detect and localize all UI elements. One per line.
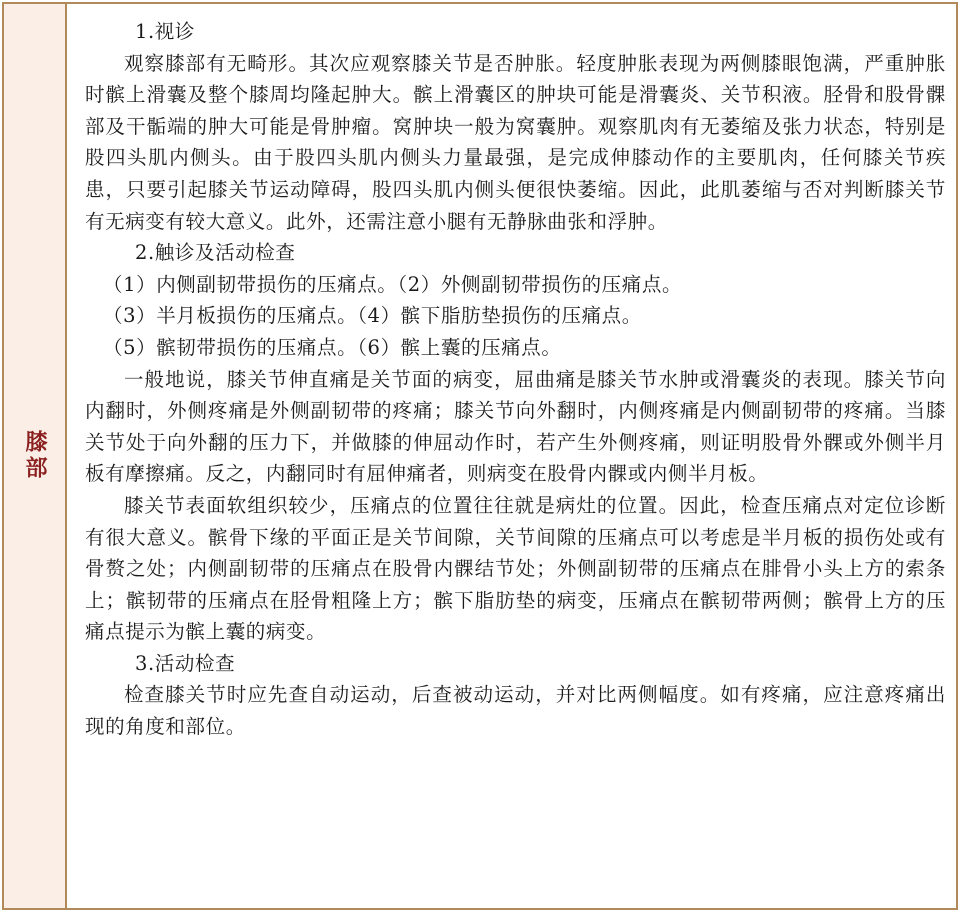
- paragraph-pain-patterns: 一般地说，膝关节伸直痛是关节面的病变，屈曲痛是膝关节水肿或滑囊炎的表现。膝关节向内翻时，外侧疼痛是外侧副韧带的疼痛；膝关节向外翻时，内侧疼痛是内侧副韧带的疼痛。当膝关节处于向外翻的压力下，并做膝的伸屈动作时，若产生外侧疼痛，则证明股骨外髁或外侧半月板有摩擦痛。反之，内翻同时有屈伸痛者，则病变在股骨内髁或内侧半月板。: [85, 367, 946, 486]
- paragraph-tender-points: 膝关节表面软组织较少，压痛点的位置往往就是病灶的位置。因此，检查压痛点对定位诊断有很大意义。髌骨下缘的平面正是关节间隙，关节间隙的压痛点可以考虑是半月板的损伤处或有骨赘之处；内侧副韧带的压痛点在股骨内髁结节处；外侧副韧带的压痛点在腓骨小头上方的索条上；髌韧带的压痛点在胫骨粗隆上方；髌下脂肪垫的病变，压痛点在髌韧带两侧；髌骨上方的压痛点提示为髌上囊的病变。: [85, 493, 946, 644]
- heading-palpation: 2.触诊及活动检查: [135, 241, 296, 265]
- tender-point-line: （1）内侧副韧带损伤的压痛点。（2）外侧副韧带损伤的压痛点。: [103, 272, 683, 296]
- heading-inspection: 1.视诊: [135, 20, 196, 43]
- content-cell: [67, 4, 956, 908]
- tender-point-line: （5）髌韧带损伤的压痛点。（6）髌上囊的压痛点。: [103, 335, 562, 359]
- paragraph-motion: 检查膝关节时应先查自动运动，后查被动运动，并对比两侧幅度。如有疼痛，应注意疼痛出现的角度和部位。: [85, 683, 946, 739]
- tender-point-line: （3）半月板损伤的压痛点。（4）髌下脂肪垫损伤的压痛点。: [103, 304, 642, 328]
- heading-motion: 3.活动检查: [135, 651, 236, 675]
- section-label-cell: [4, 4, 67, 908]
- section-label: 膝部: [22, 430, 47, 482]
- content-table: [2, 2, 958, 910]
- paragraph-inspection: 观察膝部有无畸形。其次应观察膝关节是否肿胀。轻度肿胀表现为两侧膝眼饱满，严重肿胀时髌上滑囊及整个膝周均隆起肿大。髌上滑囊区的肿块可能是滑囊炎、关节积液。胫骨和股骨髁部及干骺端的肿大可能是骨肿瘤。窝肿块一般为窝囊肿。观察肌肉有无萎缩及张力状态，特别是股四头肌内侧头。由于股四头肌内侧头力量最强，是完成伸膝动作的主要肌肉，任何膝关节疾患，只要引起膝关节运动障碍，股四头肌内侧头便很快萎缩。因此，此肌萎缩与否对判断膝关节有无病变有较大意义。此外，还需注意小腿有无静脉曲张和浮肿。: [85, 51, 946, 233]
